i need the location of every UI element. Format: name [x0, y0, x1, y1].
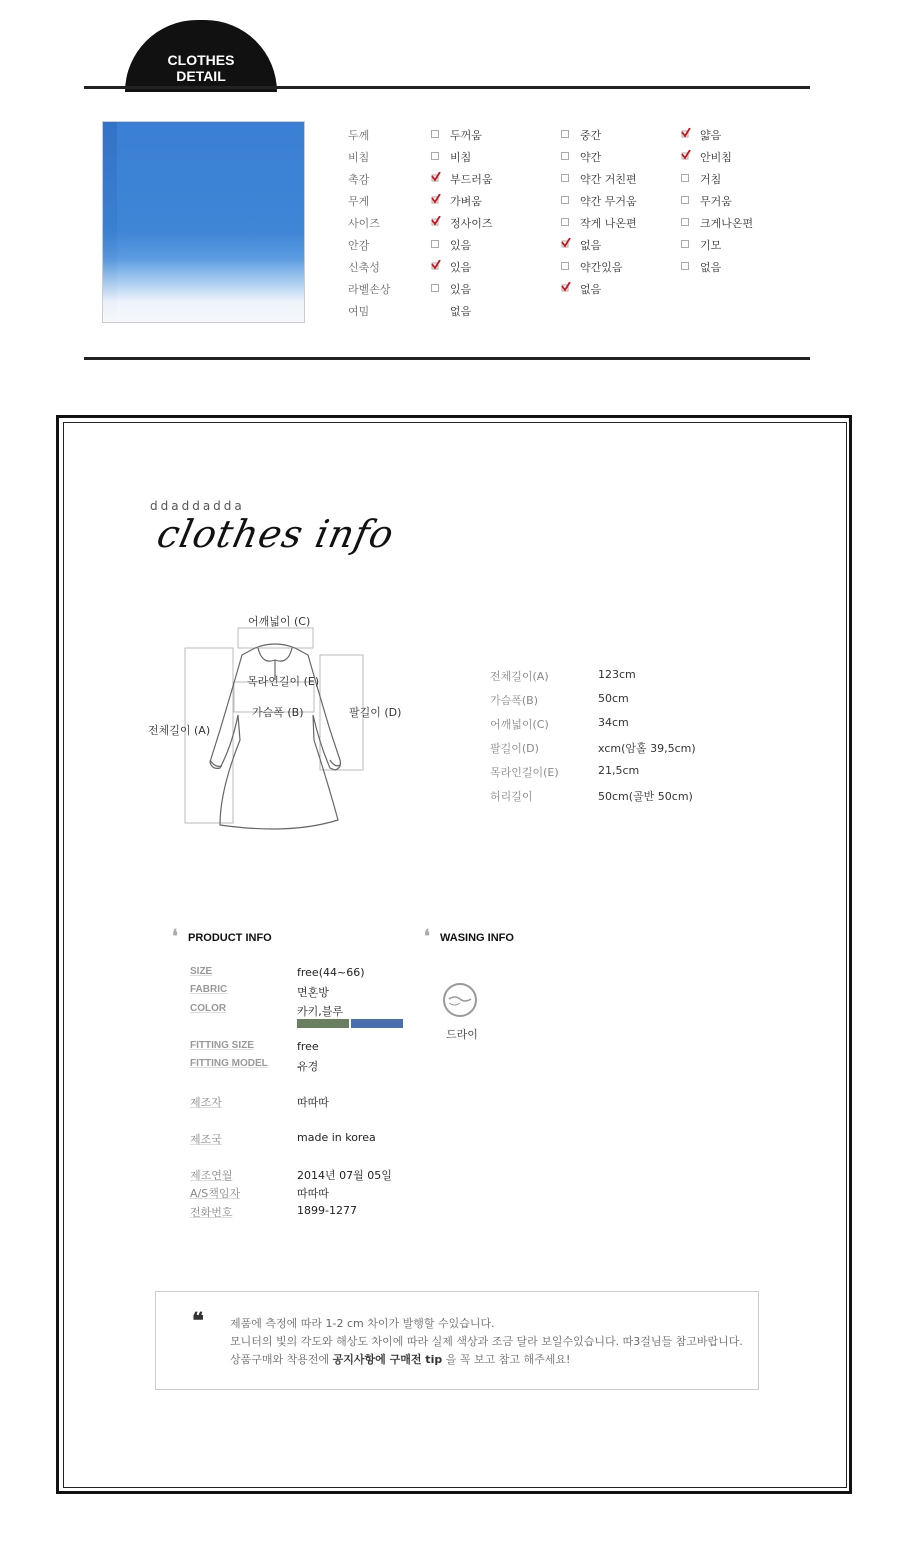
product-info-title: PRODUCT INFO: [188, 932, 272, 944]
detail-option-label: 두꺼움: [450, 129, 482, 142]
measurement-label: 전체길이(A): [490, 670, 549, 683]
checked-checkbox-icon[interactable]: [681, 150, 691, 160]
unchecked-checkbox-icon[interactable]: [561, 130, 569, 138]
product-info-value: made in korea: [297, 1131, 376, 1144]
product-info-label: COLOR: [190, 1003, 227, 1014]
product-info-value: 따따따: [297, 1187, 329, 1200]
unchecked-checkbox-icon[interactable]: [561, 174, 569, 182]
bottom-divider: [84, 357, 810, 360]
detail-row-label: 촉감: [348, 173, 370, 186]
color-chip-blue: [351, 1019, 403, 1028]
detail-option-label: 약간있음: [580, 261, 623, 274]
diagram-label-shoulder: 어깨넓이 (C): [248, 615, 311, 628]
detail-option-label: 크게나온편: [700, 217, 754, 230]
clothes-detail-badge: [125, 20, 277, 92]
detail-option-label: 중간: [580, 129, 602, 142]
product-info-value: free: [297, 1040, 319, 1053]
unchecked-checkbox-icon[interactable]: [561, 262, 569, 270]
product-info-value: 1899-1277: [297, 1204, 357, 1217]
detail-option-label: 약간: [580, 151, 602, 164]
unchecked-checkbox-icon[interactable]: [561, 218, 569, 226]
top-divider: [84, 86, 810, 89]
measurement-value: xcm(암홀 39,5cm): [598, 742, 696, 755]
diagram-label-total: 전체길이 (A): [148, 724, 211, 737]
checked-checkbox-icon[interactable]: [431, 260, 441, 270]
notice-line-3-pre: 상품구매와 착용전에: [230, 1353, 333, 1366]
unchecked-checkbox-icon[interactable]: [561, 152, 569, 160]
detail-option-label: 가벼움: [450, 195, 482, 208]
measurement-label: 팔길이(D): [490, 742, 539, 755]
product-info-label: A/S책임자: [190, 1187, 241, 1200]
measurement-label: 허리길이: [490, 790, 533, 803]
product-info-label: 제조연월: [190, 1169, 233, 1182]
detail-option-label: 비침: [450, 151, 472, 164]
detail-row-label: 안감: [348, 239, 370, 252]
detail-option-label: 없음: [450, 305, 472, 318]
detail-row-label: 신축성: [348, 261, 380, 274]
unchecked-checkbox-icon[interactable]: [681, 262, 689, 270]
product-info-value: 2014년 07월 05일: [297, 1169, 392, 1182]
detail-option-label: 얇음: [700, 129, 722, 142]
detail-option-label: 부드러움: [450, 173, 493, 186]
detail-option-label: 안비침: [700, 151, 732, 164]
unchecked-checkbox-icon[interactable]: [681, 174, 689, 182]
notice-line-2: 모니터의 빛의 각도와 해상도 차이에 따라 실제 색상과 조금 달라 보일수있습니다. 따3걸님들 참고바랍니다.: [230, 1335, 743, 1348]
measurement-value: 50cm(골반 50cm): [598, 790, 693, 803]
measurement-value: 50cm: [598, 692, 629, 705]
dry-clean-icon: [443, 983, 477, 1017]
product-info-value: free(44~66): [297, 966, 365, 979]
unchecked-checkbox-icon[interactable]: [681, 240, 689, 248]
measurement-label: 목라인길이(E): [490, 766, 559, 779]
dry-clean-label: 드라이: [446, 1028, 478, 1041]
detail-option-label: 기모: [700, 239, 722, 252]
detail-row-label: 사이즈: [348, 217, 380, 230]
detail-option-label: 있음: [450, 283, 472, 296]
detail-row-label: 무게: [348, 195, 370, 208]
detail-row-label: 비침: [348, 151, 370, 164]
detail-option-label: 정사이즈: [450, 217, 493, 230]
product-info-label: FITTING MODEL: [190, 1058, 268, 1069]
detail-option-label: 없음: [700, 261, 722, 274]
badge-line-2: DETAIL: [176, 68, 226, 84]
checked-checkbox-icon[interactable]: [561, 282, 571, 292]
washing-info-title: WASING INFO: [440, 932, 514, 944]
measurement-label: 어깨넓이(C): [490, 718, 549, 731]
diagram-label-neckline: 목라인길이 (E): [247, 675, 320, 688]
diagram-label-chest: 가슴폭 (B): [252, 706, 304, 719]
detail-row-label: 두께: [348, 129, 370, 142]
unchecked-checkbox-icon[interactable]: [431, 152, 439, 160]
checked-checkbox-icon[interactable]: [561, 238, 571, 248]
detail-option-label: 약간 무거움: [580, 195, 637, 208]
measurement-label: 가슴폭(B): [490, 694, 539, 707]
detail-option-label: 무거움: [700, 195, 732, 208]
unchecked-checkbox-icon[interactable]: [681, 196, 689, 204]
checked-checkbox-icon[interactable]: [431, 194, 441, 204]
checked-checkbox-icon[interactable]: [681, 128, 691, 138]
detail-row-label: 여밈: [348, 305, 370, 318]
product-info-label: 제조국: [190, 1133, 222, 1146]
product-info-value: 면혼방: [297, 986, 329, 999]
checked-checkbox-icon[interactable]: [431, 216, 441, 226]
checked-checkbox-icon[interactable]: [431, 172, 441, 182]
detail-option-label: 작게 나온편: [580, 217, 637, 230]
product-info-label: 전화번호: [190, 1206, 233, 1219]
measurement-value: 21,5cm: [598, 764, 640, 777]
detail-row-label: 라벨손상: [348, 283, 391, 296]
unchecked-checkbox-icon[interactable]: [431, 240, 439, 248]
detail-option-label: 있음: [450, 261, 472, 274]
badge-line-1: CLOTHES: [167, 52, 235, 68]
fabric-swatch-image: [102, 121, 305, 323]
dress-outline: [210, 644, 340, 829]
notice-quote-icon: ❝: [192, 1308, 204, 1334]
product-info-label: 제조자: [190, 1096, 222, 1109]
detail-option-label: 없음: [580, 239, 602, 252]
measurement-value: 34cm: [598, 716, 629, 729]
detail-option-label: 없음: [580, 283, 602, 296]
brand-name: ddaddadda: [150, 499, 245, 513]
measurement-value: 123cm: [598, 668, 636, 681]
unchecked-checkbox-icon[interactable]: [431, 130, 439, 138]
product-info-label: FITTING SIZE: [190, 1040, 254, 1051]
notice-line-3-bold: 공지사항에 구매전 tip: [332, 1353, 443, 1366]
washing-info-quote-icon: ❛: [424, 926, 430, 947]
notice-line-1: 제품에 측정에 따라 1-2 cm 차이가 발행할 수있습니다.: [230, 1317, 495, 1330]
shoulder-measure-guide: [238, 628, 313, 648]
product-info-value: 유경: [297, 1060, 319, 1073]
notice-line-3: [230, 1351, 570, 1367]
detail-option-label: 거침: [700, 173, 722, 186]
unchecked-checkbox-icon[interactable]: [561, 196, 569, 204]
product-info-label: FABRIC: [190, 984, 228, 995]
product-info-quote-icon: ❛: [172, 926, 178, 947]
detail-option-label: 있음: [450, 239, 472, 252]
notice-line-3-post: 을 꼭 보고 참고 해주세요!: [442, 1353, 571, 1366]
clothes-info-title: clothes info: [153, 512, 399, 556]
detail-option-label: 약간 거친편: [580, 173, 637, 186]
product-info-label: SIZE: [190, 966, 213, 977]
diagram-label-sleeve: 팔길이 (D): [349, 706, 402, 719]
unchecked-checkbox-icon[interactable]: [681, 218, 689, 226]
product-info-value: 따따따: [297, 1096, 329, 1109]
unchecked-checkbox-icon[interactable]: [431, 284, 439, 292]
color-chip-khaki: [297, 1019, 349, 1028]
product-info-value: 카키,블루: [297, 1005, 344, 1018]
